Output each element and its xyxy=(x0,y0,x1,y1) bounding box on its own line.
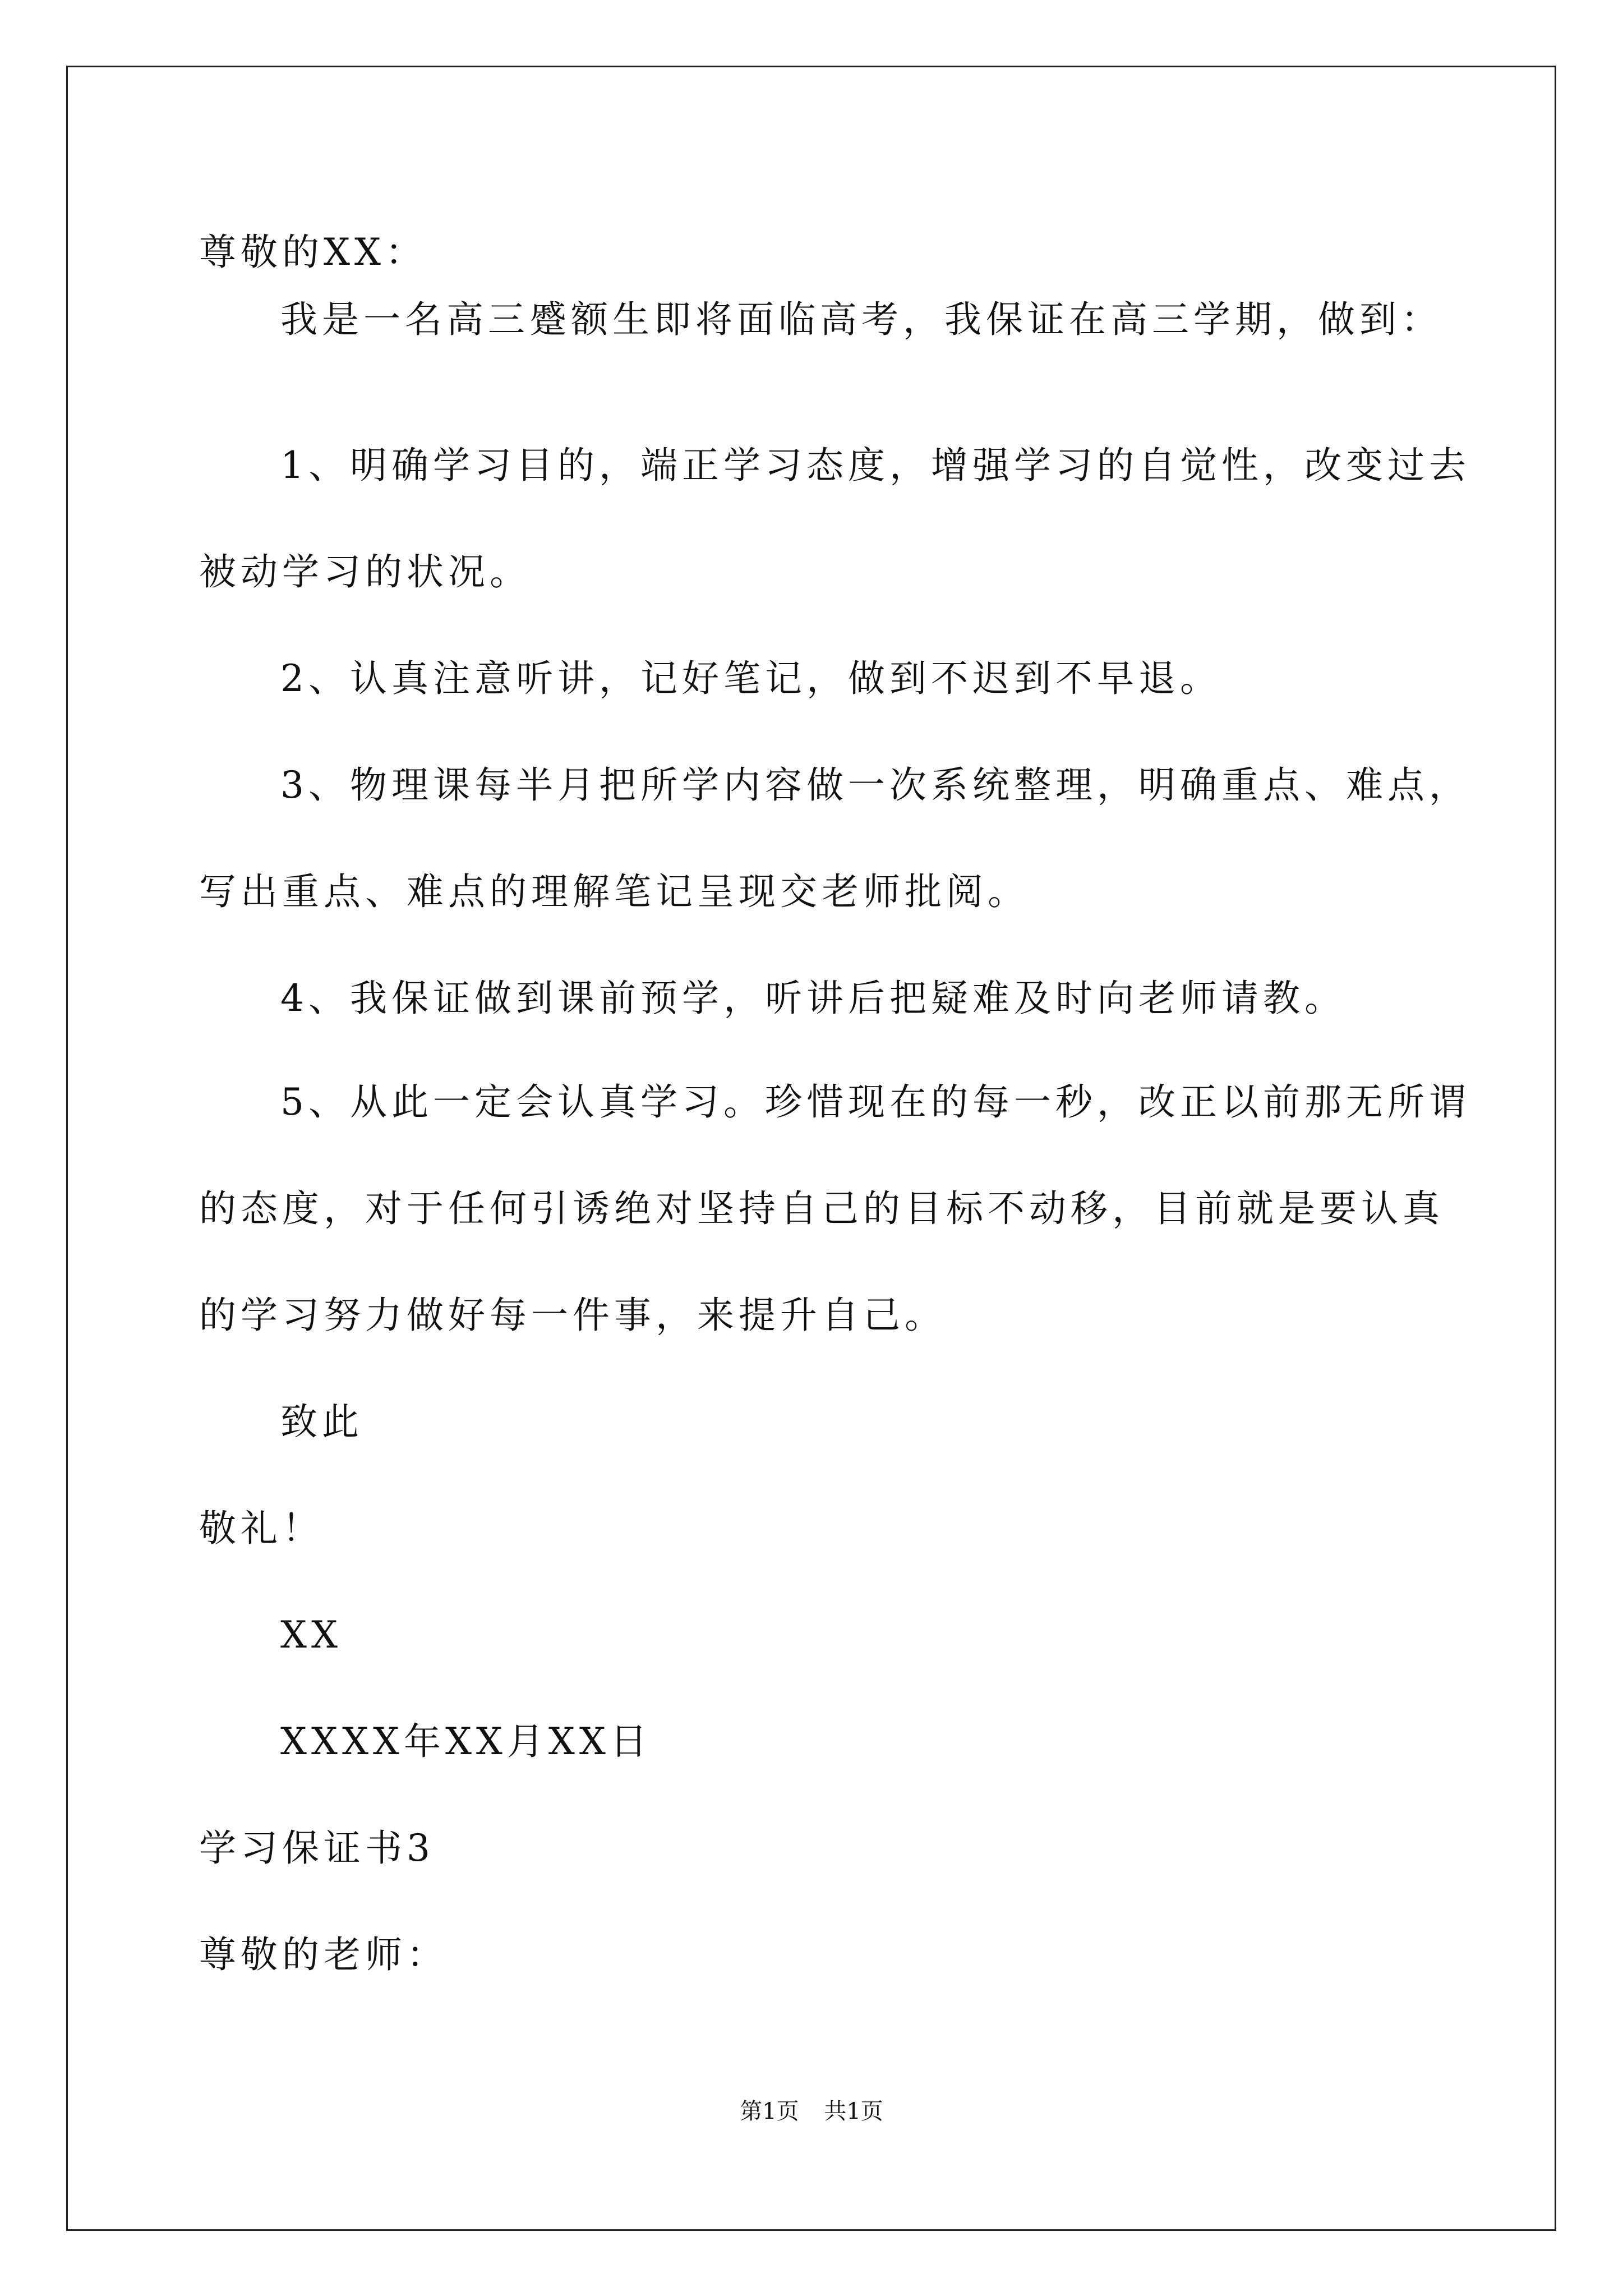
page-number-total: 共1页 xyxy=(824,2099,883,2124)
page-number-current: 第1页 xyxy=(740,2099,799,2124)
intro-paragraph: 我是一名高三蹙额生即将面临高考，我保证在高三学期，做到： xyxy=(280,298,1442,341)
regards: 敬礼！ xyxy=(199,1507,324,1550)
date: XXXX年XX月XX日 xyxy=(280,1720,652,1763)
item-1-line-1: 1、明确学习目的，端正学习态度，增强学习的自觉性，改变过去 xyxy=(280,444,1470,487)
item-2: 2、认真注意听讲，记好笔记，做到不迟到不早退。 xyxy=(280,657,1221,700)
page-footer xyxy=(0,2098,1623,2125)
item-3-line-2: 写出重点、难点的理解笔记呈现交老师批阅。 xyxy=(199,870,1029,913)
item-5-line-3: 的学习努力做好每一件事，来提升自己。 xyxy=(199,1294,946,1337)
item-3-line-1: 3、物理课每半月把所学内容做一次系统整理，明确重点、难点， xyxy=(280,763,1470,807)
item-5-line-2: 的态度，对于任何引诱绝对坚持自己的目标不动移，目前就是要认真 xyxy=(199,1187,1444,1230)
next-section-title: 学习保证书3 xyxy=(199,1826,435,1870)
item-5-line-1: 5、从此一定会认真学习。珍惜现在的每一秒，改正以前那无所谓 xyxy=(280,1080,1470,1124)
salutation: 尊敬的XX： xyxy=(199,231,427,274)
item-1-line-2: 被动学习的状况。 xyxy=(199,550,531,593)
next-salutation: 尊敬的老师： xyxy=(199,1933,448,1976)
closing: 致此 xyxy=(280,1400,363,1443)
signature: XX xyxy=(280,1613,342,1657)
page-border xyxy=(66,66,1556,2231)
item-4: 4、我保证做到课前预学，听讲后把疑难及时向老师请教。 xyxy=(280,977,1346,1020)
